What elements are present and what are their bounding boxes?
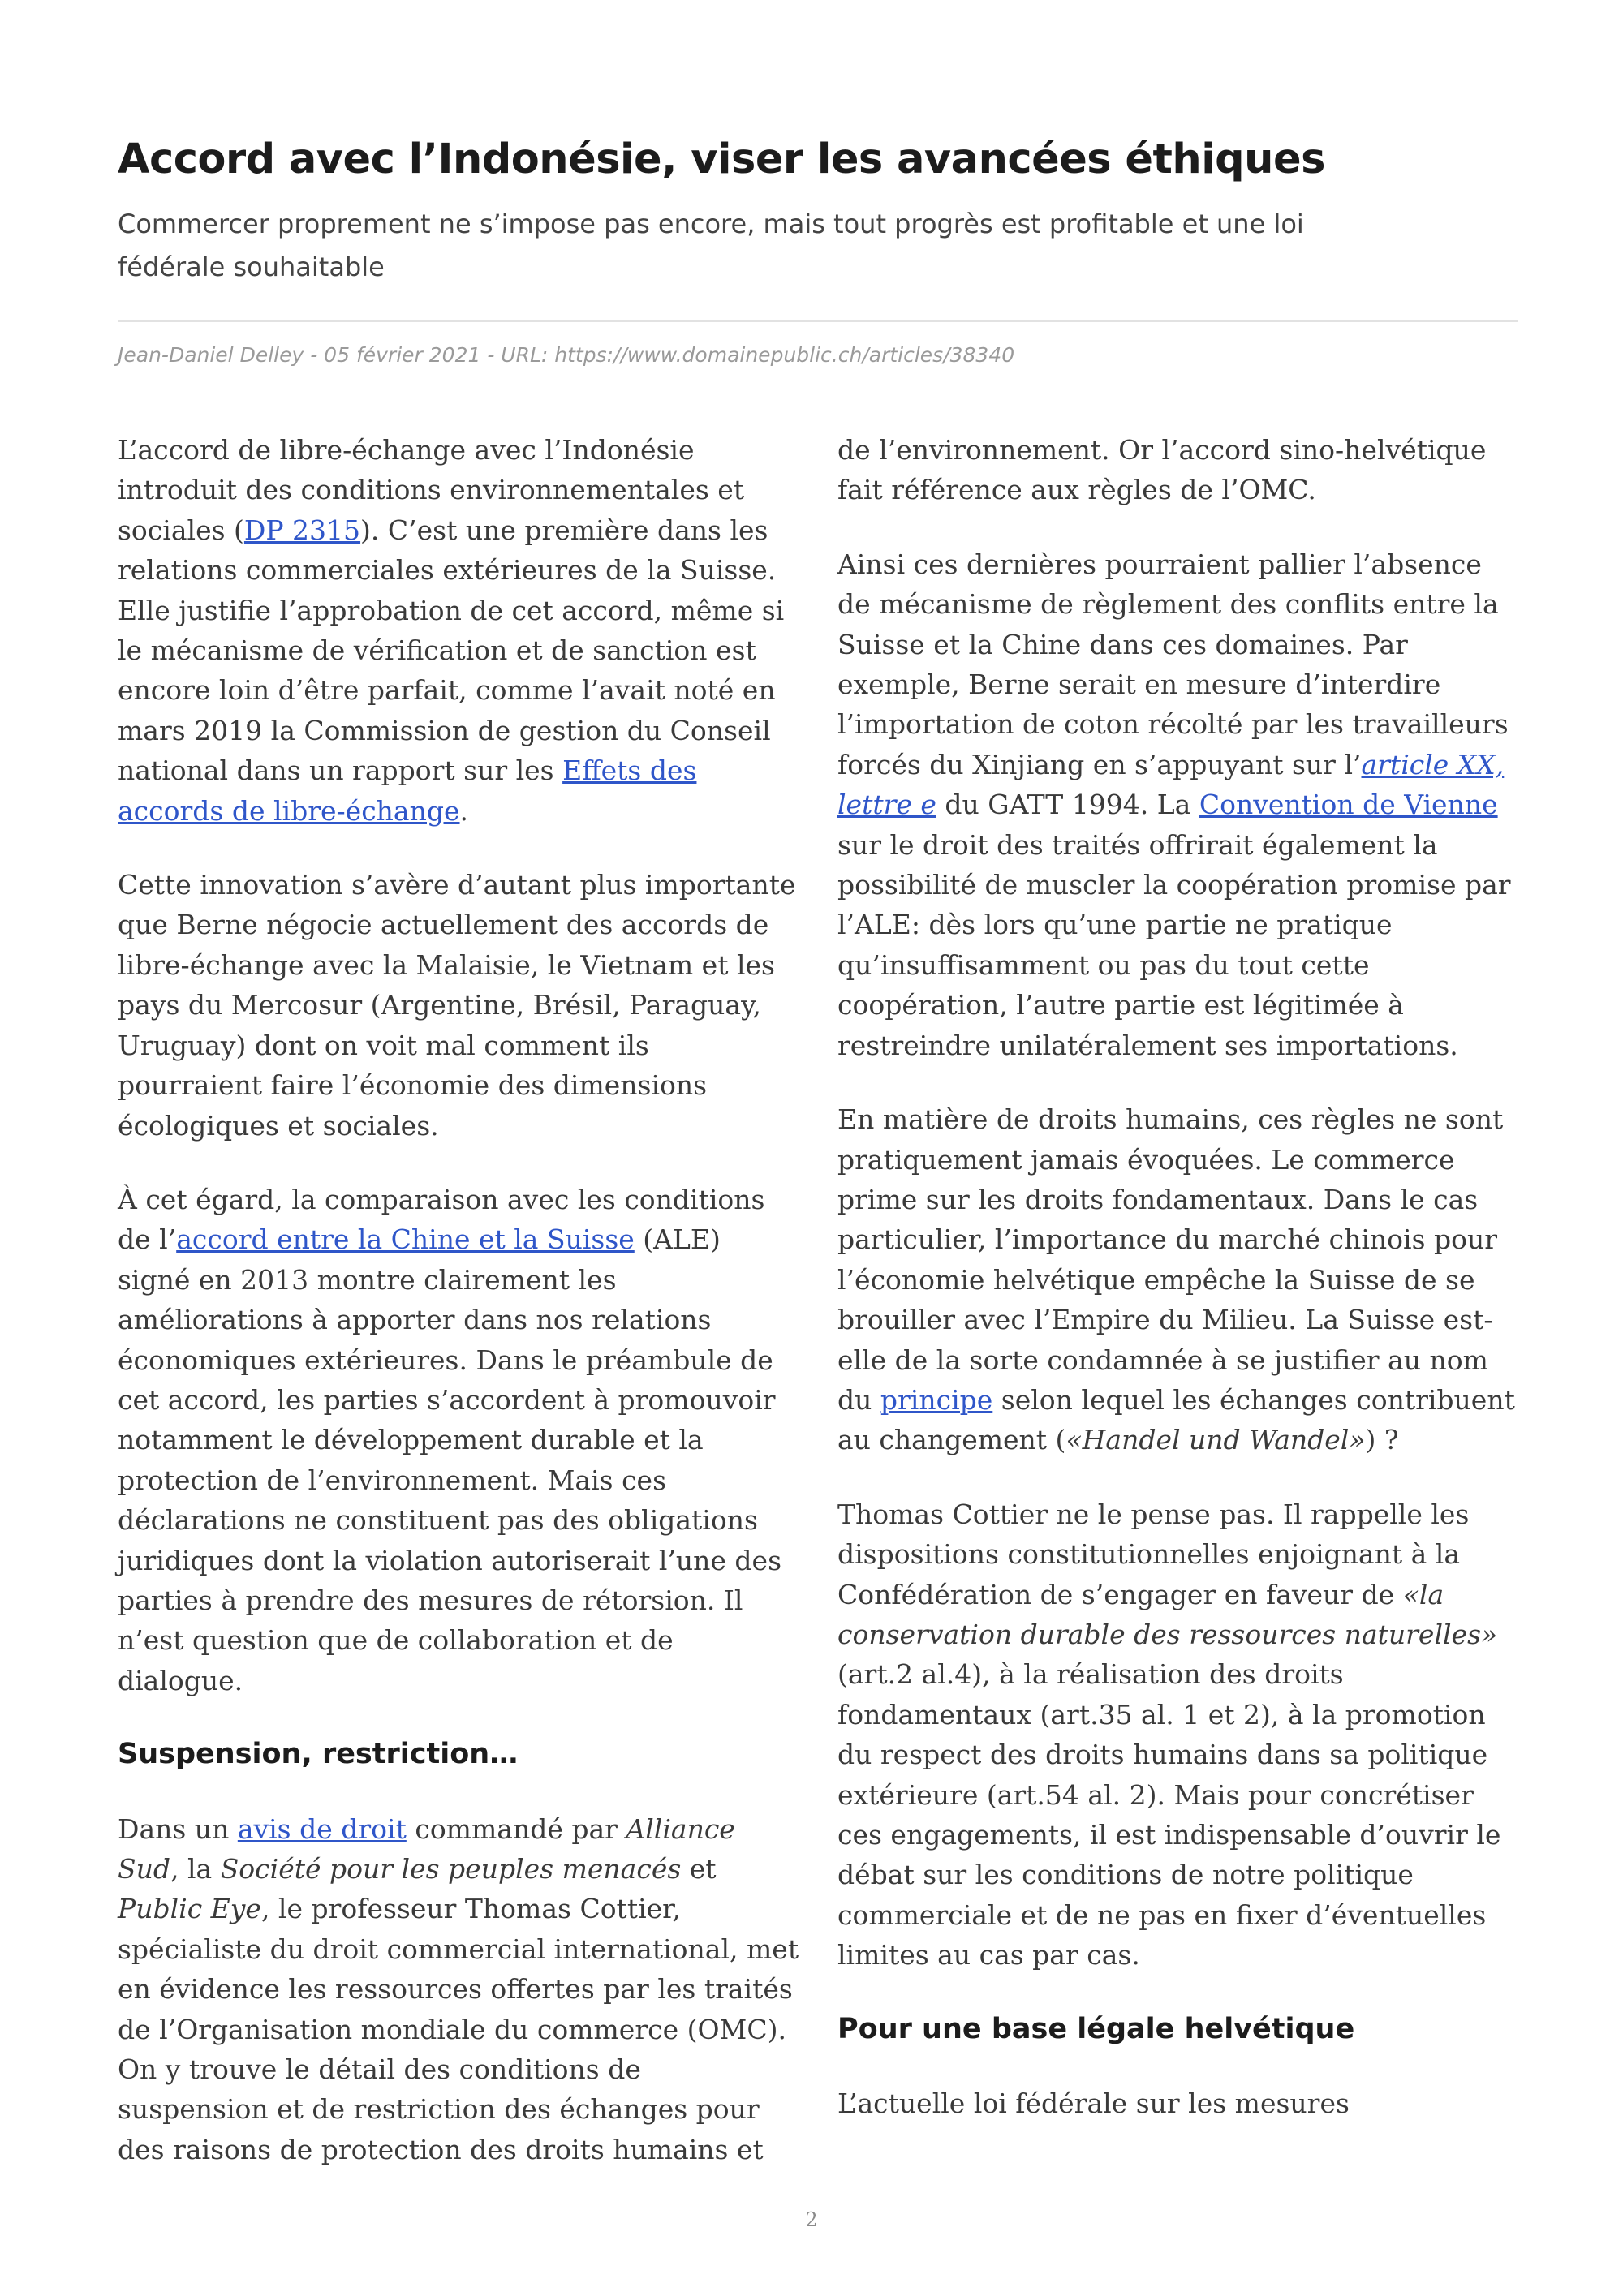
- paragraph-6: [837, 544, 1519, 1065]
- link-avis-de-droit[interactable]: avis de droit: [237, 1812, 407, 1845]
- text-span: ). C’est une première dans les relations commerciales extérieures de la Suisse. Elle justifie l’approbation de cet accord, même si le mécanisme de vérification et de sanction est encore loin d’être parfait, comme l’avait noté en mars 2019 la Commission de gestion du Conseil national dans un rapport sur les: [118, 514, 785, 787]
- text-span: commandé par: [406, 1812, 626, 1845]
- text-span: sur le droit des traités offrirait également la possibilité de muscler la coopération promise par l’ALE: dès lors qu’une partie ne pratique qu’insuffisamment ou pas du tout cette coopération, l’autre partie est légitimée à restreindre unilatéralement ses importations.: [837, 828, 1511, 1061]
- link-effets-accords[interactable]: Effets des accords de libre-échange: [118, 755, 697, 827]
- text-span: .: [459, 794, 469, 827]
- text-span: (art.2 al.4), à la réalisation des droits fondamentaux (art.35 al. 1 et 2), à la promotion du respect des droits humains dans sa politique extérieure (art.54 al. 2). Mais pour concrétiser ces engagements, il est indispensable d’ouvrir le débat sur les conditions de notre politique commerciale et de ne pas en fixer d’éventuelles limites au cas par cas.: [837, 1658, 1501, 1971]
- text-span: ) ?: [1365, 1424, 1399, 1456]
- link-principe[interactable]: principe: [880, 1383, 993, 1416]
- paragraph-2: Cette innovation s’avère d’autant plus importante que Berne négocie actuellement des accords de libre-échange avec la Malaisie, le Vietnam et les pays du Mercosur (Argentine, Brésil, Paraguay, Uruguay) dont on voit mal comment ils pourraient faire l’économie des dimensions écologiques et sociales.: [118, 869, 796, 1142]
- page-number: 2: [805, 2208, 818, 2231]
- text-span: Thomas Cottier ne le pense pas. Il rappelle les dispositions constitutionnelles enjoignant à la Confédération de s’engager en faveur de: [837, 1498, 1470, 1610]
- text-span: À cet égard, la comparaison avec les conditions de l’: [118, 1183, 765, 1256]
- emphasis-text: Alliance Sud: [118, 1812, 735, 1885]
- text-span: L’accord de libre-échange avec l’Indonésie introduit des conditions environnementales et sociales (: [118, 434, 745, 546]
- paragraph-1: [118, 430, 799, 831]
- paragraph-4: [118, 1809, 799, 2170]
- text-span: Ainsi ces dernières pourraient pallier l’absence de mécanisme de règlement des conflits entre la Suisse et la Chine dans ces domaines. Par exemple, Berne serait en mesure d’interdire l’importation de coton récolté par les travailleurs forcés du Xinjiang en s’appuyant sur l’: [837, 548, 1509, 780]
- header-divider: [118, 320, 1518, 322]
- text-span: En matière de droits humains, ces règles ne sont pratiquement jamais évoquées. Le commerce prime sur les droits fondamentaux. Dans le cas particulier, l’importance du marché chinois pour l’économie helvétique empêche la Suisse de se brouiller avec l’Empire du Milieu. La Suisse est-elle de la sorte condamnée à se justifier au nom du: [837, 1103, 1504, 1416]
- section-heading-suspension: Suspension, restriction…: [118, 1738, 519, 1771]
- article-meta: Jean-Daniel Delley - 05 février 2021 - URL: https://www.domainepublic.ch/articles/38340: [118, 343, 1015, 367]
- section-heading-base-legale: Pour une base légale helvétique: [837, 2012, 1355, 2045]
- left-column: [118, 430, 799, 2204]
- paragraph-7: [837, 1099, 1519, 1460]
- article-title: Accord avec l’Indonésie, viser les avancées éthiques: [118, 135, 1325, 183]
- paragraph-3: [118, 1180, 799, 1701]
- text-span: , la: [170, 1853, 221, 1885]
- link-convention-vienne[interactable]: Convention de Vienne: [1199, 789, 1498, 821]
- link-accord-chine-suisse[interactable]: accord entre la Chine et la Suisse: [176, 1223, 635, 1256]
- paragraph-9: L’actuelle loi fédérale sur les mesures: [837, 2087, 1350, 2120]
- link-dp-2315[interactable]: DP 2315: [243, 514, 361, 546]
- text-span: du GATT 1994. La: [936, 789, 1199, 821]
- emphasis-text: Public Eye: [118, 1893, 261, 1925]
- text-span: , le professeur Thomas Cottier, spécialiste du droit commercial international, met en évidence les ressources offertes par les traités de l’Organisation mondiale du commerce (OMC). On y trouve le détail des conditions de suspension et de restriction des échanges pour des raisons de protection des droits humains et: [118, 1893, 799, 2165]
- text-span: selon lequel les échanges contribuent au changement (: [837, 1383, 1515, 1456]
- right-column: [837, 430, 1519, 2157]
- article-subtitle: Commercer proprement ne s’impose pas encore, mais tout progrès est profitable et une loi fédérale souhaitable: [118, 209, 1304, 282]
- emphasis-text: Société pour les peuples menacés: [220, 1853, 682, 1885]
- text-span: (ALE) signé en 2013 montre clairement les améliorations à apporter dans nos relations économiques extérieures. Dans le préambule de cet accord, les parties s’accordent à promouvoir notamment le développement durable et la protection de l’environnement. Mais ces déclarations ne constituent pas des obligations juridiques dont la violation autoriserait l’une des parties à prendre des mesures de rétorsion. Il n’est question que de collaboration et de dialogue.: [118, 1223, 782, 1696]
- paragraph-5: de l’environnement. Or l’accord sino-helvétique fait référence aux règles de l’OMC.: [837, 434, 1487, 506]
- emphasis-text: «la conservation durable des ressources naturelles»: [837, 1578, 1498, 1650]
- text-span: et: [681, 1853, 717, 1885]
- link-article-xx[interactable]: article XX, lettre e: [837, 748, 1505, 821]
- paragraph-8: [837, 1494, 1519, 1976]
- text-span: Dans un: [118, 1812, 238, 1845]
- emphasis-text: «Handel und Wandel»: [1065, 1424, 1366, 1456]
